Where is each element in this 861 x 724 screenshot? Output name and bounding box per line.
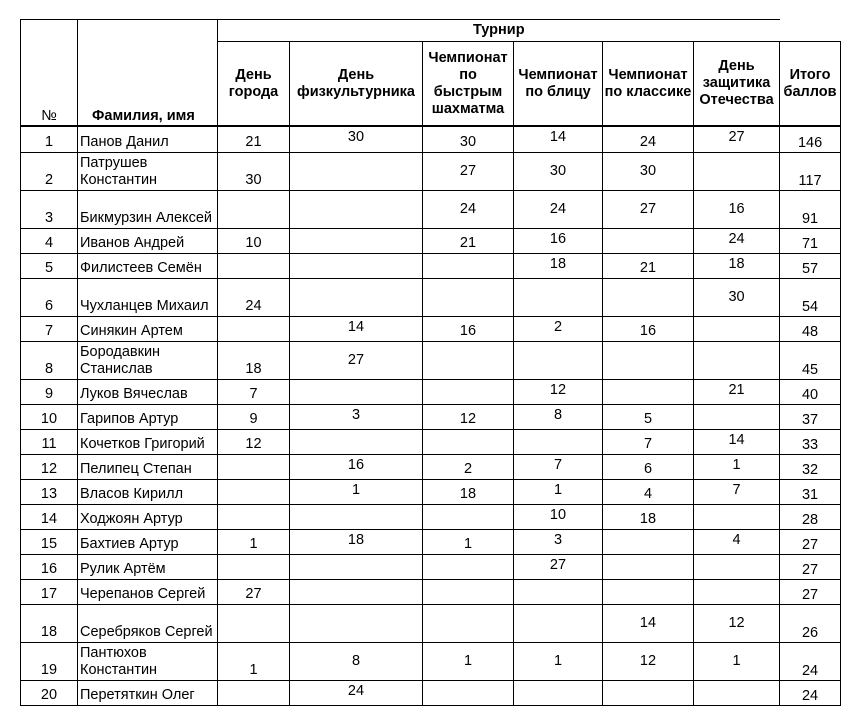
score-cell: 2 (514, 316, 603, 341)
header-event-5: Чемпионат по классике (603, 42, 694, 127)
row-number: 11 (21, 429, 78, 454)
score-cell: 21 (218, 127, 290, 152)
score-cell (218, 504, 290, 529)
score-cell (290, 504, 423, 529)
row-number: 4 (21, 228, 78, 253)
score-cell (423, 680, 514, 705)
player-name: Гарипов Артур (78, 404, 218, 429)
score-cell: 27 (423, 152, 514, 190)
score-cell (290, 152, 423, 190)
score-cell (290, 190, 423, 228)
score-cell (290, 228, 423, 253)
score-cell: 1 (423, 529, 514, 554)
total-score: 32 (780, 454, 841, 479)
table-row (21, 642, 841, 680)
score-cell (423, 504, 514, 529)
table-row (21, 379, 841, 404)
score-cell: 7 (218, 379, 290, 404)
table-row (21, 253, 841, 278)
table-row (21, 341, 841, 379)
player-name: Бикмурзин Алексей (78, 190, 218, 228)
total-score: 26 (780, 604, 841, 642)
row-number: 12 (21, 454, 78, 479)
score-cell: 14 (694, 429, 780, 454)
total-score: 28 (780, 504, 841, 529)
score-cell: 16 (423, 316, 514, 341)
score-cell: 27 (603, 190, 694, 228)
score-cell (218, 253, 290, 278)
score-cell: 21 (603, 253, 694, 278)
score-cell: 1 (218, 529, 290, 554)
score-cell (290, 554, 423, 579)
player-name: Бородавкин Станислав (78, 341, 218, 379)
row-number: 6 (21, 278, 78, 316)
header-tournament (218, 20, 780, 42)
player-name: Пелипец Степан (78, 454, 218, 479)
score-cell: 27 (514, 554, 603, 579)
score-cell (218, 190, 290, 228)
table-row (21, 504, 841, 529)
total-score: 57 (780, 253, 841, 278)
header-blank (780, 20, 841, 42)
table-row (21, 190, 841, 228)
score-cell: 12 (603, 642, 694, 680)
row-number: 3 (21, 190, 78, 228)
score-cell: 24 (423, 190, 514, 228)
score-cell: 3 (290, 404, 423, 429)
table-row (21, 479, 841, 504)
score-cell (218, 479, 290, 504)
header-event-2: День физкультурника (290, 42, 423, 127)
score-cell: 12 (514, 379, 603, 404)
header-tournament-label: Турнир (472, 22, 525, 38)
score-cell (423, 429, 514, 454)
row-number: 10 (21, 404, 78, 429)
score-cell: 30 (423, 127, 514, 152)
player-name: Рулик Артём (78, 554, 218, 579)
score-cell: 14 (290, 316, 423, 341)
score-cell: 16 (603, 316, 694, 341)
score-cell (218, 680, 290, 705)
total-score: 27 (780, 554, 841, 579)
total-score: 54 (780, 278, 841, 316)
score-cell: 18 (694, 253, 780, 278)
row-number: 1 (21, 127, 78, 152)
score-cell (694, 152, 780, 190)
score-cell (514, 579, 603, 604)
total-score: 45 (780, 341, 841, 379)
row-number: 18 (21, 604, 78, 642)
score-cell (290, 429, 423, 454)
score-cell (514, 680, 603, 705)
row-number: 14 (21, 504, 78, 529)
score-cell: 7 (694, 479, 780, 504)
score-cell: 9 (218, 404, 290, 429)
score-cell: 12 (694, 604, 780, 642)
score-cell (218, 316, 290, 341)
total-score: 24 (780, 642, 841, 680)
score-cell: 24 (603, 127, 694, 152)
score-cell (290, 253, 423, 278)
score-cell (694, 504, 780, 529)
row-number: 19 (21, 642, 78, 680)
score-cell: 24 (514, 190, 603, 228)
total-score: 40 (780, 379, 841, 404)
score-cell: 16 (694, 190, 780, 228)
score-cell: 8 (514, 404, 603, 429)
score-cell: 16 (290, 454, 423, 479)
score-cell: 18 (514, 253, 603, 278)
score-cell: 18 (290, 529, 423, 554)
score-cell (218, 454, 290, 479)
score-cell: 7 (603, 429, 694, 454)
total-score: 33 (780, 429, 841, 454)
score-cell (514, 278, 603, 316)
score-cell (694, 554, 780, 579)
score-cell (423, 341, 514, 379)
row-number: 16 (21, 554, 78, 579)
score-cell: 6 (603, 454, 694, 479)
score-cell (603, 579, 694, 604)
header-event-1: День города (218, 42, 290, 127)
total-score: 27 (780, 529, 841, 554)
score-cell (603, 554, 694, 579)
table-row (21, 404, 841, 429)
header-name-label: Фамилия, имя (92, 108, 195, 124)
results-table-wrapper (20, 19, 840, 706)
table-row (21, 579, 841, 604)
score-cell (514, 341, 603, 379)
total-score: 146 (780, 127, 841, 152)
score-cell: 21 (423, 228, 514, 253)
table-row (21, 454, 841, 479)
score-cell (423, 579, 514, 604)
score-cell: 14 (514, 127, 603, 152)
score-cell: 24 (218, 278, 290, 316)
player-name: Панов Данил (78, 127, 218, 152)
row-number: 8 (21, 341, 78, 379)
total-score: 71 (780, 228, 841, 253)
score-cell (514, 429, 603, 454)
player-name: Чухланцев Михаил (78, 278, 218, 316)
score-cell (603, 379, 694, 404)
score-cell (290, 278, 423, 316)
score-cell: 7 (514, 454, 603, 479)
score-cell (423, 379, 514, 404)
header-event-6: День защитика Отечества (694, 42, 780, 127)
header-event-3: Чемпионат по быстрым шахматма (423, 42, 514, 127)
player-name: Филистеев Семён (78, 253, 218, 278)
player-name: Патрушев Константин (78, 152, 218, 190)
player-name: Пантюхов Константин (78, 642, 218, 680)
score-cell: 16 (514, 228, 603, 253)
score-cell (218, 554, 290, 579)
score-cell: 1 (694, 642, 780, 680)
table-row (21, 316, 841, 341)
score-cell: 1 (694, 454, 780, 479)
total-score: 27 (780, 579, 841, 604)
player-name: Кочетков Григорий (78, 429, 218, 454)
row-number: 13 (21, 479, 78, 504)
score-cell: 1 (423, 642, 514, 680)
score-cell (423, 253, 514, 278)
score-cell (603, 529, 694, 554)
score-cell: 4 (603, 479, 694, 504)
score-cell (603, 680, 694, 705)
score-cell: 10 (218, 228, 290, 253)
score-cell: 24 (694, 228, 780, 253)
score-cell (603, 341, 694, 379)
score-cell (423, 554, 514, 579)
score-cell: 30 (514, 152, 603, 190)
score-cell: 30 (218, 152, 290, 190)
score-cell: 27 (218, 579, 290, 604)
row-number: 2 (21, 152, 78, 190)
player-name: Черепанов Сергей (78, 579, 218, 604)
score-cell (694, 680, 780, 705)
score-cell: 4 (694, 529, 780, 554)
player-name: Бахтиев Артур (78, 529, 218, 554)
score-cell: 18 (218, 341, 290, 379)
row-number: 17 (21, 579, 78, 604)
score-cell (218, 604, 290, 642)
score-cell: 1 (290, 479, 423, 504)
total-score: 37 (780, 404, 841, 429)
score-cell: 2 (423, 454, 514, 479)
header-total: Итого баллов (780, 42, 841, 127)
row-number: 5 (21, 253, 78, 278)
score-cell: 10 (514, 504, 603, 529)
score-cell (694, 404, 780, 429)
header-name (78, 20, 218, 127)
score-cell: 1 (514, 479, 603, 504)
score-cell: 3 (514, 529, 603, 554)
score-cell (603, 278, 694, 316)
player-name: Луков Вячеслав (78, 379, 218, 404)
score-cell: 5 (603, 404, 694, 429)
score-cell: 27 (694, 127, 780, 152)
total-score: 31 (780, 479, 841, 504)
player-name: Синякин Артем (78, 316, 218, 341)
score-cell: 1 (218, 642, 290, 680)
total-score: 24 (780, 680, 841, 705)
header-event-4: Чемпионат по блицу (514, 42, 603, 127)
score-cell: 18 (603, 504, 694, 529)
row-number: 15 (21, 529, 78, 554)
table-row (21, 554, 841, 579)
row-number: 7 (21, 316, 78, 341)
header-num-label: № (41, 108, 57, 124)
row-number: 20 (21, 680, 78, 705)
table-row (21, 529, 841, 554)
player-name: Ходжоян Артур (78, 504, 218, 529)
score-cell (694, 579, 780, 604)
score-cell: 14 (603, 604, 694, 642)
total-score: 117 (780, 152, 841, 190)
table-row (21, 680, 841, 705)
table-row (21, 278, 841, 316)
score-cell (423, 278, 514, 316)
score-cell: 30 (694, 278, 780, 316)
table-row (21, 604, 841, 642)
table-row (21, 152, 841, 190)
score-cell (423, 604, 514, 642)
score-cell (290, 604, 423, 642)
score-cell: 30 (290, 127, 423, 152)
row-number: 9 (21, 379, 78, 404)
score-cell (694, 341, 780, 379)
score-cell (290, 379, 423, 404)
total-score: 48 (780, 316, 841, 341)
score-cell: 18 (423, 479, 514, 504)
player-name: Власов Кирилл (78, 479, 218, 504)
score-cell (694, 316, 780, 341)
header-num (21, 20, 78, 127)
player-name: Перетяткин Олег (78, 680, 218, 705)
score-cell (514, 604, 603, 642)
table-row (21, 127, 841, 152)
score-cell: 27 (290, 341, 423, 379)
score-cell: 12 (218, 429, 290, 454)
results-table (20, 19, 841, 706)
score-cell (603, 228, 694, 253)
score-cell: 12 (423, 404, 514, 429)
table-row (21, 429, 841, 454)
score-cell: 24 (290, 680, 423, 705)
total-score: 91 (780, 190, 841, 228)
score-cell: 21 (694, 379, 780, 404)
score-cell: 8 (290, 642, 423, 680)
score-cell: 30 (603, 152, 694, 190)
table-row (21, 228, 841, 253)
player-name: Иванов Андрей (78, 228, 218, 253)
player-name: Серебряков Сергей (78, 604, 218, 642)
results-body (21, 127, 841, 705)
score-cell: 1 (514, 642, 603, 680)
score-cell (290, 579, 423, 604)
